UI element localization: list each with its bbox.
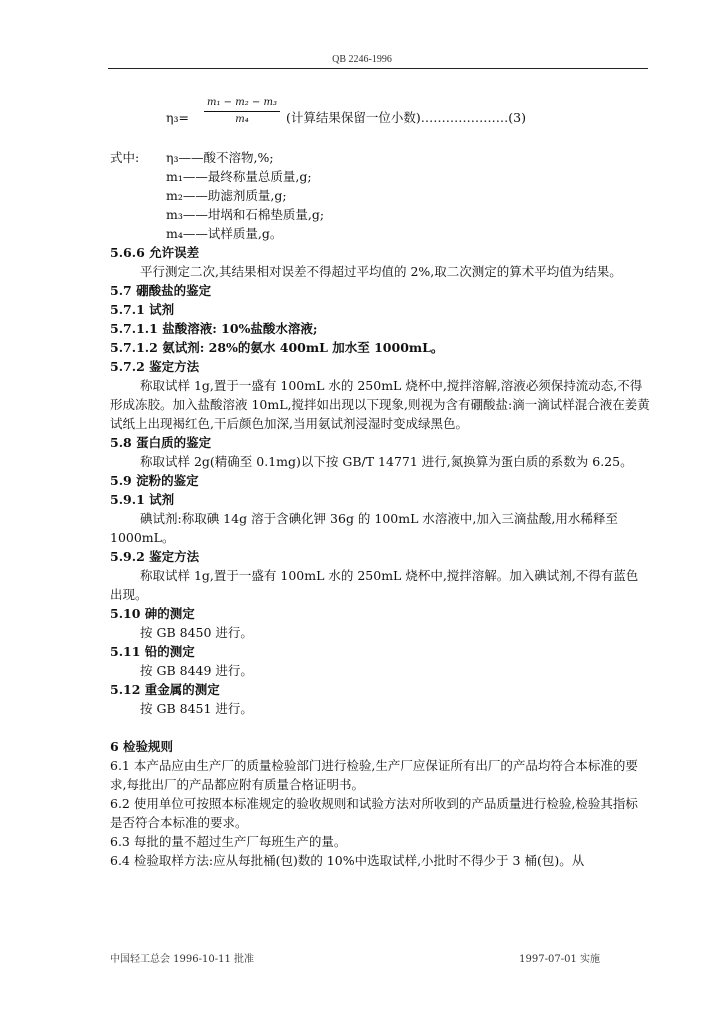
clause: 6.1 本产品应由生产厂的质量检验部门进行检验,生产厂应保证所有出厂的产品均符合本标准的要求,每批出厂的产品都应附有质量合格证明书。	[110, 758, 638, 792]
clause: 6.3 每批的量不超过生产厂每班生产的量。	[110, 834, 347, 849]
formula-3	[110, 97, 650, 148]
fraction-bar	[204, 111, 280, 112]
header-rule	[108, 68, 648, 69]
document-sections	[110, 243, 650, 870]
section-heading: 5.7.2 鉴定方法	[110, 359, 200, 374]
formula-denominator: m₄	[235, 114, 249, 125]
formula-numerator: m₁ − m₂ − m₃	[207, 97, 277, 108]
legend-item: m₁——最终称量总质量,g;	[166, 169, 312, 184]
legend-first-item: η₃——酸不溶物,%;	[166, 150, 274, 165]
legend-item: m₃——坩埚和石棉垫质量,g;	[166, 207, 325, 222]
legend-items	[110, 167, 650, 243]
indented-line: 按 GB 8451 进行。	[140, 701, 253, 716]
section-heading: 5.11 铅的测定	[110, 644, 195, 659]
section-heading: 5.9 淀粉的鉴定	[110, 473, 199, 488]
section-heading: 5.8 蛋白质的鉴定	[110, 435, 212, 450]
section-heading: 5.9.2 鉴定方法	[110, 549, 200, 564]
section-heading: 5.7.1.2 氨试剂: 28%的氨水 400mL 加水至 1000mL。	[110, 340, 444, 355]
paragraph: 碘试剂:称取碘 14g 溶于含碘化钾 36g 的 100mL 水溶液中,加入三滴盐酸,用水稀释至 1000mL。	[110, 511, 618, 545]
section-heading: 5.10 砷的测定	[110, 606, 195, 621]
paragraph: 称取试样 2g(精确至 0.1mg)以下按 GB/T 14771 进行,氮换算为蛋白质的系数为 6.25。	[140, 454, 633, 469]
approval-date: 中国轻工总会 1996-10-11 批准	[110, 954, 255, 965]
legend-item: m₂——助滤剂质量,g;	[166, 188, 287, 203]
section-heading: 5.7 硼酸盐的鉴定	[110, 283, 212, 298]
implementation-date: 1997-07-01 实施	[519, 954, 600, 965]
formula-note: (计算结果保留一位小数)…………………(3)	[286, 110, 526, 125]
spacer	[110, 718, 650, 737]
section-heading: 5.7.1 试剂	[110, 302, 175, 317]
section-heading: 6 检验规则	[110, 739, 174, 754]
paragraph: 平行测定二次,其结果相对误差不得超过平均值的 2%,取二次测定的算术平均值为结果。	[140, 264, 622, 279]
legend-label: 式中:	[110, 150, 140, 165]
page-body	[110, 97, 650, 870]
section-heading: 5.9.1 试剂	[110, 492, 175, 507]
section-heading: 5.12 重金属的测定	[110, 682, 220, 697]
formula-lhs: η₃=	[166, 110, 189, 125]
clause: 6.4 检验取样方法:应从每批桶(包)数的 10%中选取试样,小批时不得少于 3 桶(包)。从	[110, 853, 585, 868]
indented-line: 按 GB 8449 进行。	[140, 663, 253, 678]
formula-fraction	[204, 96, 280, 127]
paragraph: 称取试样 1g,置于一盛有 100mL 水的 250mL 烧杯中,搅拌溶解。加入碘试剂,不得有蓝色出现。	[110, 568, 639, 602]
clause: 6.2 使用单位可按照本标准规定的验收规则和试验方法对所收到的产品质量进行检验,检验其指标是否符合本标准的要求。	[110, 796, 638, 830]
page-header: QB 2246-1996	[332, 54, 392, 65]
section-heading: 5.7.1.1 盐酸溶液: 10%盐酸水溶液;	[110, 321, 318, 336]
section-heading: 5.6.6 允许误差	[110, 245, 200, 260]
legend-item: m₄——试样质量,g。	[166, 226, 283, 241]
paragraph: 称取试样 1g,置于一盛有 100mL 水的 250mL 烧杯中,搅拌溶解,溶液必须保持流动态,不得形成冻胶。加入盐酸溶液 10mL,搅拌如出现以下现象,则视为含有硼酸盐:滴一滴试样混合液在姜黄试纸上出现褐红色,干后颜色加深,当用氨试剂浸湿时变成绿黑色。	[110, 378, 650, 431]
formula-legend	[110, 148, 650, 167]
indented-line: 按 GB 8450 进行。	[140, 625, 253, 640]
